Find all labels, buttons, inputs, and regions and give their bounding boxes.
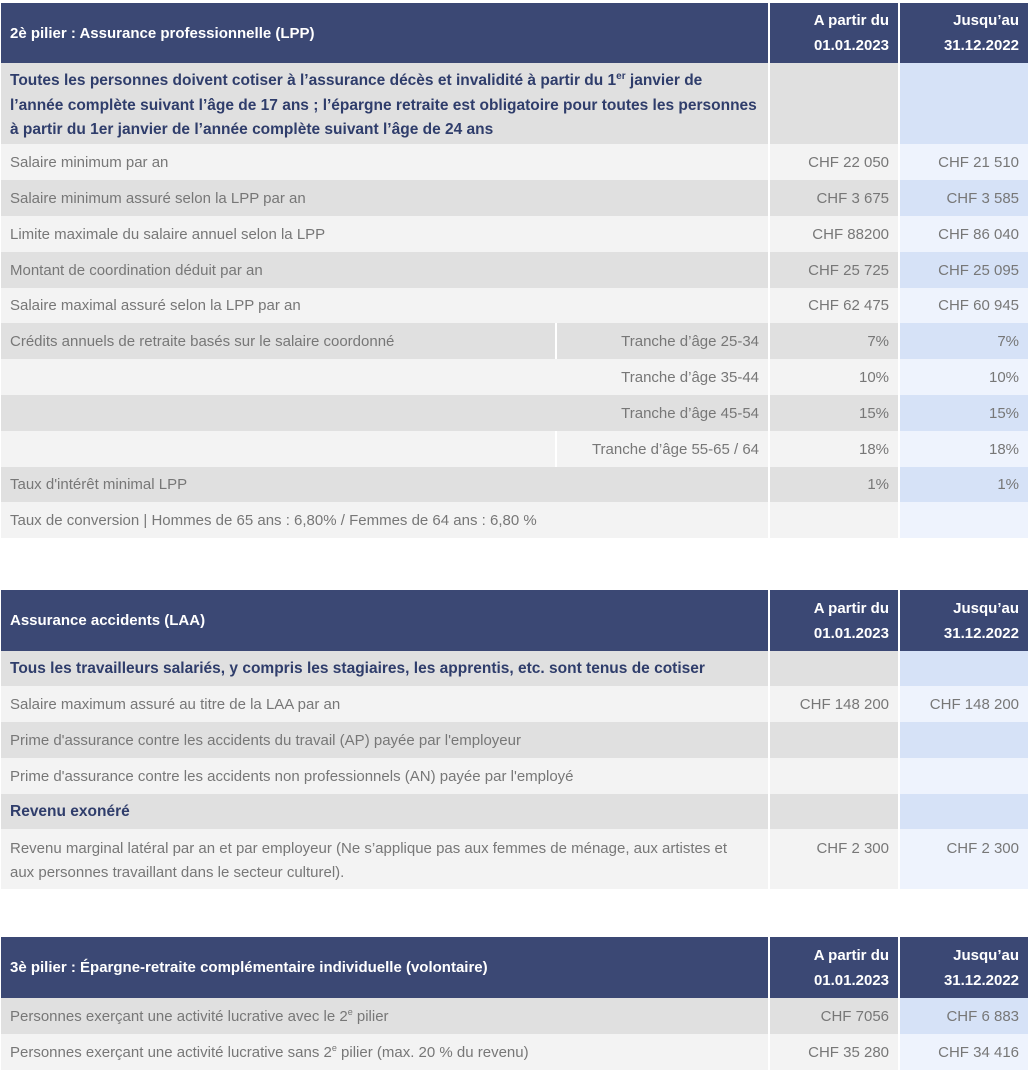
- laa-title: Assurance accidents (LAA): [1, 590, 769, 651]
- table-row: Personnes exerçant une activité lucrative avec le 2e pilier CHF 7056 CHF 6 883: [1, 998, 1028, 1034]
- laa-intro-row: Tous les travailleurs salariés, y compris les stagiaires, les apprentis, etc. sont tenus de cotiser: [1, 651, 1028, 686]
- table-row: Montant de coordination déduit par an CHF 25 725 CHF 25 095: [1, 252, 1028, 288]
- p3-table: [1, 937, 1028, 1070]
- table-row: Personnes exerçant une activité lucrative sans 2e pilier (max. 20 % du revenu) CHF 35 280 CHF 34 416: [1, 1034, 1028, 1070]
- lpp-col-2022: Jusqu’au 31.12.2022: [899, 3, 1028, 63]
- lpp-intro-row: [1, 63, 1028, 144]
- laa-exempt-row: Revenu exonéré: [1, 794, 1028, 829]
- laa-table: [1, 590, 1028, 889]
- table-row: Limite maximale du salaire annuel selon la LPP CHF 88200 CHF 86 040: [1, 216, 1028, 252]
- table-row: Salaire maximal assuré selon la LPP par an CHF 62 475 CHF 60 945: [1, 288, 1028, 323]
- table-row: Taux de conversion | Hommes de 65 ans : 6,80% / Femmes de 64 ans : 6,80 %: [1, 502, 1028, 538]
- p3-col-2023: A partir du 01.01.2023: [769, 937, 899, 998]
- table-row: Salaire minimum par an CHF 22 050 CHF 21 510: [1, 144, 1028, 180]
- table-row: Tranche d’âge 45-54 15% 15%: [1, 395, 1028, 431]
- lpp-title: 2è pilier : Assurance professionnelle (LPP): [1, 3, 769, 63]
- table-row: Prime d'assurance contre les accidents non professionnels (AN) payée par l'employé: [1, 758, 1028, 794]
- lpp-intro: Toutes les personnes doivent cotiser à l’assurance décès et invalidité à partir du 1er janvier de l’année complète suivant l’âge de 17 ans ; l’épargne retraite est obligatoire pour toutes les personnes à partir du 1er janvier de l’année complète suivant l’âge de 24 ans: [1, 63, 769, 144]
- laa-col-2023: A partir du 01.01.2023: [769, 590, 899, 651]
- lpp-header-row: [1, 3, 1028, 63]
- p3-header-row: [1, 937, 1028, 998]
- laa-col-2022: Jusqu’au 31.12.2022: [899, 590, 1028, 651]
- table-row: Salaire minimum assuré selon la LPP par an CHF 3 675 CHF 3 585: [1, 180, 1028, 216]
- table-row: Tranche d’âge 55-65 / 64 18% 18%: [1, 431, 1028, 467]
- lpp-col-2023: A partir du 01.01.2023: [769, 3, 899, 63]
- lpp-table: [1, 3, 1028, 538]
- table-row: Prime d'assurance contre les accidents du travail (AP) payée par l'employeur: [1, 722, 1028, 758]
- table-row: Tranche d’âge 35-44 10% 10%: [1, 359, 1028, 395]
- table-row: Crédits annuels de retraite basés sur le salaire coordonné Tranche d’âge 25-34 7% 7%: [1, 323, 1028, 359]
- table-row: Taux d'intérêt minimal LPP 1% 1%: [1, 467, 1028, 502]
- table-row: Revenu marginal latéral par an et par employeur (Ne s’applique pas aux femmes de ménage, aux artistes et aux personnes travaillant dans le secteur culturel). CHF 2 300 CHF 2 300: [1, 829, 1028, 889]
- table-row: Salaire maximum assuré au titre de la LAA par an CHF 148 200 CHF 148 200: [1, 686, 1028, 722]
- p3-title: 3è pilier : Épargne-retraite complémentaire individuelle (volontaire): [1, 937, 769, 998]
- laa-header-row: [1, 590, 1028, 651]
- p3-col-2022: Jusqu’au 31.12.2022: [899, 937, 1028, 998]
